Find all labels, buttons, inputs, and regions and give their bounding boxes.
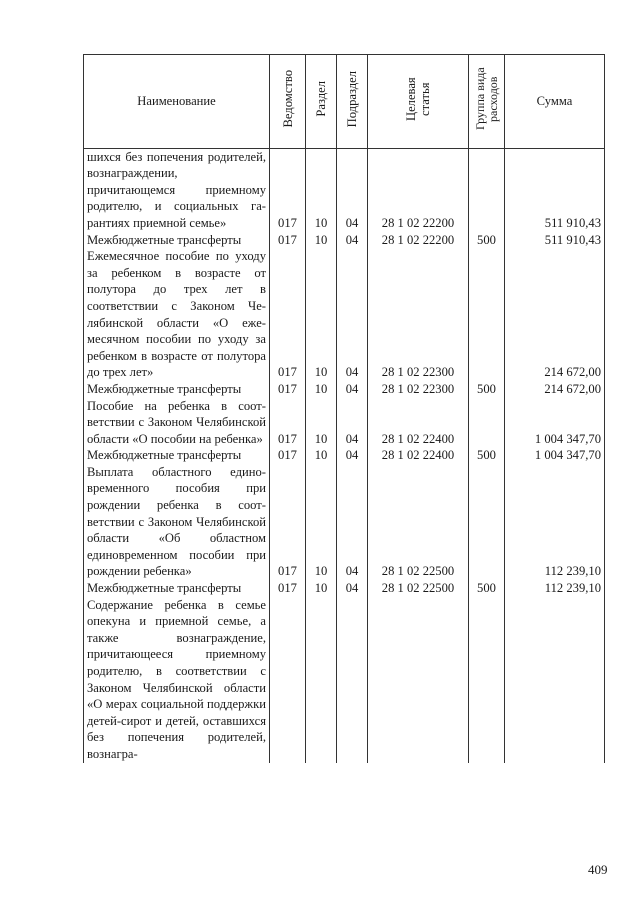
page-number: 409 xyxy=(588,862,608,877)
header-sum: Сумма xyxy=(505,55,605,149)
cell-name: Содержание ребенка в семье опекуна и приемной семье, а также вознаграждение, причитающееся приемному родителю, в соответствии с Законом Челябинской области «О мерах социальной поддержки детей-сирот и детей, оставшихся без попечения родителей, вознагра- xyxy=(84,597,270,763)
header-vedomstvo: Ведомство xyxy=(270,55,306,149)
table-row xyxy=(84,248,605,381)
cell-target: 28 1 02 22400 xyxy=(368,447,469,464)
cell-ved: 017 xyxy=(270,447,306,464)
cell-ved: 017 xyxy=(270,580,306,597)
cell-podr: 04 xyxy=(337,447,368,464)
cell-target: 28 1 02 22300 xyxy=(368,381,469,398)
table-row xyxy=(84,580,605,597)
header-name: Наименование xyxy=(84,55,270,149)
cell-ved: 017 xyxy=(270,398,306,448)
table-row xyxy=(84,381,605,398)
cell-podr: 04 xyxy=(337,248,368,381)
cell-sum: 511 910,43 xyxy=(505,148,605,231)
cell-group: 500 xyxy=(469,232,505,249)
cell-sum: 1 004 347,70 xyxy=(505,398,605,448)
header-target: Целевая статья xyxy=(368,55,469,149)
cell-group xyxy=(469,398,505,448)
cell-target xyxy=(368,597,469,763)
cell-ved xyxy=(270,597,306,763)
cell-group xyxy=(469,597,505,763)
cell-name: Межбюджетные трансферты xyxy=(84,381,270,398)
cell-podr: 04 xyxy=(337,148,368,231)
cell-name: Выплата областного единовременного пособия при рождении ребенка в соответствии с Законом Челябинской области «Об областном единовременном пособии при рождении ребенка» xyxy=(84,464,270,580)
cell-razd: 10 xyxy=(306,464,337,580)
table-row xyxy=(84,447,605,464)
table-row xyxy=(84,232,605,249)
budget-table xyxy=(83,54,605,763)
cell-razd: 10 xyxy=(306,232,337,249)
cell-group xyxy=(469,248,505,381)
cell-group xyxy=(469,148,505,231)
table-row xyxy=(84,464,605,580)
cell-ved: 017 xyxy=(270,248,306,381)
cell-name: шихся без попечения родителей, вознаграждении, причитающемся приемному родителю, и социальных гарантиях приемной семье» xyxy=(84,148,270,231)
header-group: Группа вида расходов xyxy=(469,55,505,149)
cell-target: 28 1 02 22200 xyxy=(368,148,469,231)
cell-group xyxy=(469,464,505,580)
cell-name: Пособие на ребенка в соответствии с Законом Челябинской области «О пособии на ребенка» xyxy=(84,398,270,448)
cell-podr: 04 xyxy=(337,232,368,249)
cell-podr: 04 xyxy=(337,580,368,597)
cell-razd xyxy=(306,597,337,763)
cell-razd: 10 xyxy=(306,148,337,231)
cell-target: 28 1 02 22500 xyxy=(368,464,469,580)
cell-sum: 1 004 347,70 xyxy=(505,447,605,464)
cell-group: 500 xyxy=(469,447,505,464)
cell-target: 28 1 02 22200 xyxy=(368,232,469,249)
cell-podr xyxy=(337,597,368,763)
cell-name: Межбюджетные трансферты xyxy=(84,447,270,464)
cell-razd: 10 xyxy=(306,248,337,381)
cell-podr: 04 xyxy=(337,464,368,580)
cell-ved: 017 xyxy=(270,381,306,398)
cell-group: 500 xyxy=(469,381,505,398)
cell-razd: 10 xyxy=(306,381,337,398)
table-row xyxy=(84,148,605,231)
cell-razd: 10 xyxy=(306,580,337,597)
cell-name: Ежемесячное пособие по уходу за ребенком в возрасте от полутора до трех лет в соответствии с Законом Челябинской области «О ежемесячном пособии по уходу за ребенком в возрасте от полутора до трех лет» xyxy=(84,248,270,381)
cell-target: 28 1 02 22500 xyxy=(368,580,469,597)
cell-podr: 04 xyxy=(337,381,368,398)
cell-sum xyxy=(505,597,605,763)
cell-ved: 017 xyxy=(270,148,306,231)
cell-sum: 214 672,00 xyxy=(505,248,605,381)
table-row xyxy=(84,398,605,448)
header-podrazdel: Подраздел xyxy=(337,55,368,149)
header-razdel: Раздел xyxy=(306,55,337,149)
cell-sum: 511 910,43 xyxy=(505,232,605,249)
table-header-row xyxy=(84,55,605,149)
cell-ved: 017 xyxy=(270,464,306,580)
cell-target: 28 1 02 22300 xyxy=(368,248,469,381)
cell-target: 28 1 02 22400 xyxy=(368,398,469,448)
cell-sum: 112 239,10 xyxy=(505,464,605,580)
cell-name: Межбюджетные трансферты xyxy=(84,232,270,249)
cell-name: Межбюджетные трансферты xyxy=(84,580,270,597)
cell-podr: 04 xyxy=(337,398,368,448)
cell-sum: 112 239,10 xyxy=(505,580,605,597)
cell-group: 500 xyxy=(469,580,505,597)
cell-razd: 10 xyxy=(306,447,337,464)
table-row xyxy=(84,597,605,763)
cell-ved: 017 xyxy=(270,232,306,249)
cell-sum: 214 672,00 xyxy=(505,381,605,398)
cell-razd: 10 xyxy=(306,398,337,448)
